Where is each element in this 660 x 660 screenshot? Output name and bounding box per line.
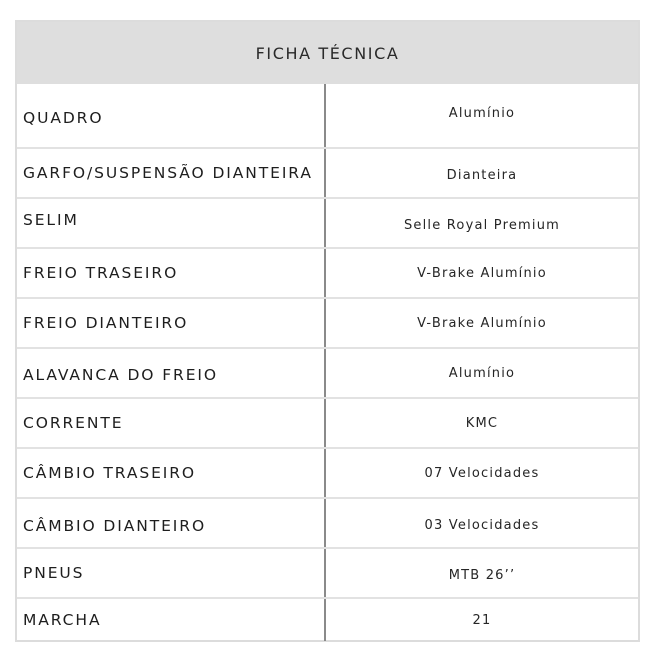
- spec-row-garfo: [17, 149, 638, 199]
- spec-value: KMC: [465, 415, 499, 431]
- spec-row-cambio-dianteiro: [17, 499, 638, 549]
- spec-rows: [17, 84, 638, 641]
- spec-value: 03 Velocidades: [424, 517, 540, 533]
- spec-value: 21: [472, 612, 492, 628]
- spec-value: MTB 26’’: [448, 567, 516, 583]
- spec-label: QUADRO: [17, 84, 326, 147]
- spec-value: V-Brake Alumínio: [417, 315, 547, 331]
- spec-row-cambio-traseiro: [17, 449, 638, 499]
- spec-row-freio-traseiro: [17, 249, 638, 299]
- spec-row-alavanca-do-freio: [17, 349, 638, 399]
- spec-label: CÂMBIO DIANTEIRO: [17, 499, 326, 547]
- spec-row-quadro: [17, 84, 638, 149]
- spec-value: 07 Velocidades: [424, 465, 540, 481]
- spec-row-marcha: [17, 599, 638, 641]
- spec-row-corrente: [17, 399, 638, 449]
- spec-label: MARCHA: [17, 599, 326, 641]
- spec-label: PNEUS: [17, 549, 326, 597]
- spec-value: Alumínio: [448, 365, 516, 381]
- spec-value: Selle Royal Premium: [403, 217, 561, 233]
- spec-label: GARFO/SUSPENSÃO DIANTEIRA: [17, 149, 326, 197]
- spec-value: V-Brake Alumínio: [417, 265, 547, 281]
- spec-label: CORRENTE: [17, 399, 326, 447]
- spec-label: ALAVANCA DO FREIO: [17, 349, 326, 397]
- spec-value: Dianteira: [446, 167, 518, 183]
- spec-row-pneus: [17, 549, 638, 599]
- spec-label: FREIO TRASEIRO: [17, 249, 326, 297]
- spec-sheet-title: FICHA TÉCNICA: [17, 22, 638, 84]
- spec-row-selim: [17, 199, 638, 249]
- spec-label: CÂMBIO TRASEIRO: [17, 449, 326, 497]
- spec-sheet-table: [15, 20, 640, 642]
- spec-value: Alumínio: [448, 106, 516, 121]
- spec-label: FREIO DIANTEIRO: [17, 299, 326, 347]
- spec-row-freio-dianteiro: [17, 299, 638, 349]
- spec-label: SELIM: [17, 199, 326, 247]
